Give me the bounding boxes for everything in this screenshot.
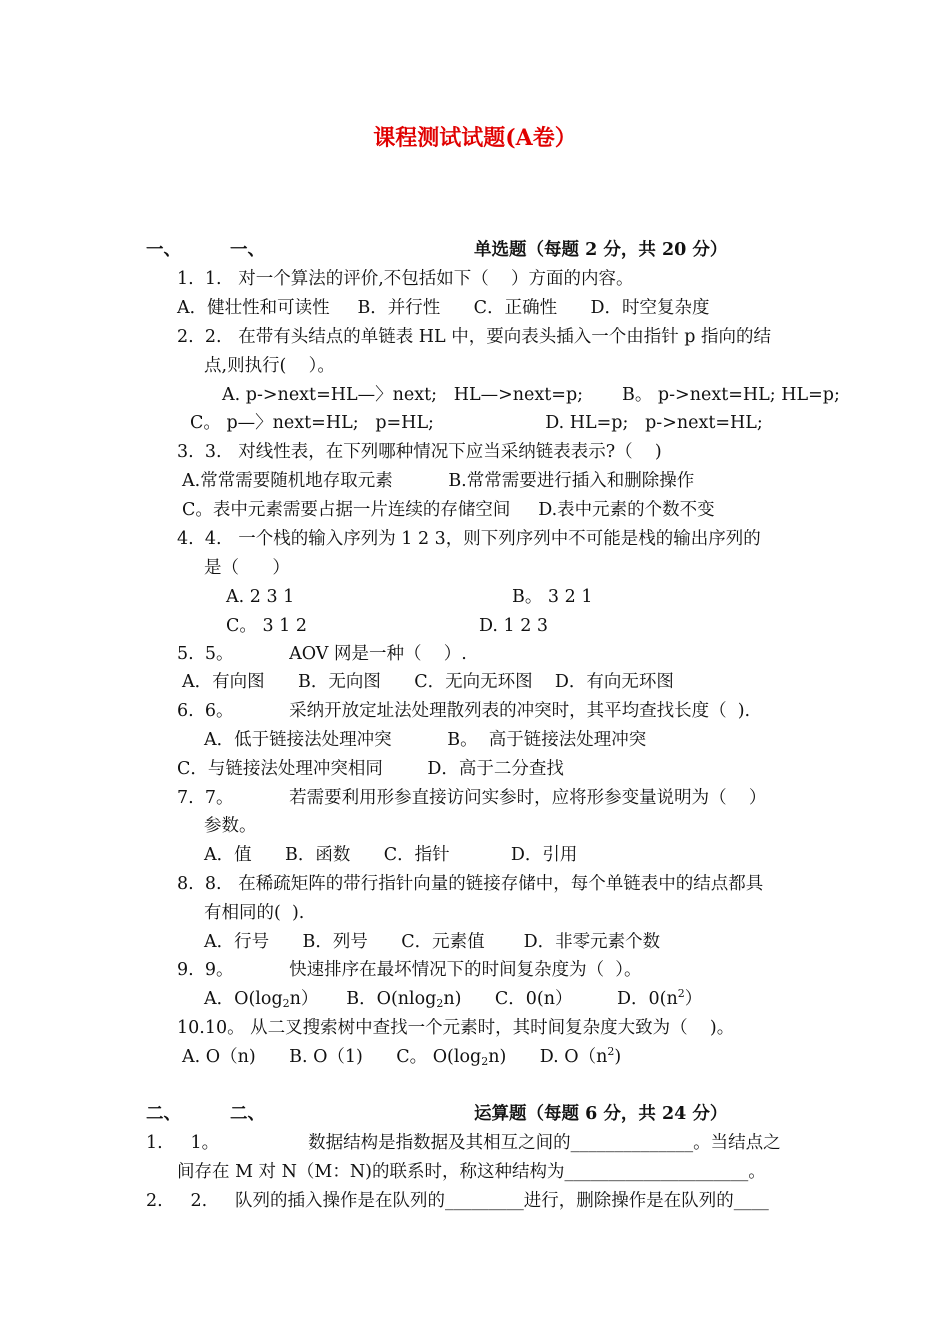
question-7-continued: 参数。: [204, 816, 257, 836]
question-1-options: A．健壮性和可读性 B．并行性 C．正确性 D．时空复杂度: [177, 298, 710, 318]
question-2: 2. 2. 在带有头结点的单链表 HL 中，要向表头插入一个由指针 p 指向的结: [177, 327, 772, 347]
section-1-sub-number: 一、: [230, 240, 265, 260]
question-7: 7. 7。 若需要利用形参直接访问实参时，应将形参变量说明为（ ）: [177, 788, 767, 808]
question-4-continued: 是（ ）: [204, 558, 290, 578]
question-10-options: A. O（n) B. O（1) C。 $O(\log_2n)$ D. $O(n^2)$: [182, 1045, 622, 1068]
question-3-option-c-d: C。表中元素需要占据一片连续的存储空间 D.表中元素的个数不变: [182, 500, 715, 520]
page-title: 课程测试试题(A卷）: [373, 125, 577, 151]
fill-item-1: 1. 1。 数据结构是指数据及其相互之间的______________。当结点之: [146, 1133, 781, 1153]
section-1-heading: 单选题（每题 2 分，共 20 分）: [474, 240, 728, 260]
question-3-option-a-b: A.常常需要随机地存取元素 B.常常需要进行插入和删除操作: [182, 471, 695, 491]
question-9: 9. 9。 快速排序在最坏情况下的时间复杂度为（ ）。: [177, 960, 642, 980]
question-4: 4. 4. 一个栈的输入序列为 1 2 3，则下列序列中不可能是栈的输出序列的: [177, 529, 761, 549]
question-6-option-c-d: C．与链接法处理冲突相同 D．高于二分查找: [177, 759, 564, 779]
section-1-number: 一、: [146, 240, 181, 260]
fill-item-1-continued: 间存在 M 对 N（M：N)的联系时，称这种结构为_____________________。: [177, 1162, 766, 1182]
question-5: 5. 5。 AOV 网是一种（ ）.: [177, 644, 467, 664]
question-3: 3. 3. 对线性表，在下列哪种情况下应当采纳链表表示?（ ): [177, 442, 662, 462]
question-4-option-a: A. 2 3 1: [226, 587, 295, 607]
question-7-options: A．值 B．函数 C．指针 D．引用: [204, 845, 578, 865]
question-10: 10.10。 从二叉搜索树中查找一个元素时，其时间复杂度大致为（ )。: [177, 1018, 735, 1038]
section-2-sub-number: 二、: [230, 1104, 265, 1124]
question-2-option-a-b: A. p->next=HL—〉next; HL—>next=p; B。 p->next=HL; HL=p;: [222, 385, 840, 405]
question-5-options: A．有向图 B．无向图 C．无向无环图 D．有向无环图: [182, 672, 674, 692]
question-6: 6. 6。 采纳开放定址法处理散列表的冲突时，其平均查找长度（ ).: [177, 701, 751, 721]
question-9-options: A．$O(\log_2n)$ B．O(nlog$_2$n) C．0(n） D．$0(n^2)$: [204, 987, 703, 1010]
question-4-option-b: B。 3 2 1: [512, 587, 593, 607]
question-1: 1. 1. 对一个算法的评价,不包括如下（ ）方面的内容。: [177, 269, 634, 289]
question-8-continued: 有相同的( ).: [204, 903, 305, 923]
question-8: 8. 8. 在稀疏矩阵的带行指针向量的链接存储中，每个单链表中的结点都具: [177, 874, 764, 894]
question-4-option-c: C。 3 1 2: [226, 616, 307, 636]
question-4-option-d: D. 1 2 3: [479, 616, 549, 636]
question-8-options: A．行号 B．列号 C．元素值 D．非零元素个数: [204, 932, 661, 952]
question-2-continued: 点,则执行( ）。: [204, 356, 335, 376]
fill-item-2: 2. 2. 队列的插入操作是在队列的_________进行，删除操作是在队列的____: [146, 1191, 769, 1211]
section-2-heading: 运算题（每题 6 分，共 24 分）: [474, 1104, 728, 1124]
question-6-option-a-b: A．低于链接法处理冲突 B。 高于链接法处理冲突: [204, 730, 647, 750]
question-2-option-c-d: C。 p—〉next=HL; p=HL; D. HL=p; p->next=HL;: [190, 413, 763, 433]
section-2-number: 二、: [146, 1104, 181, 1124]
